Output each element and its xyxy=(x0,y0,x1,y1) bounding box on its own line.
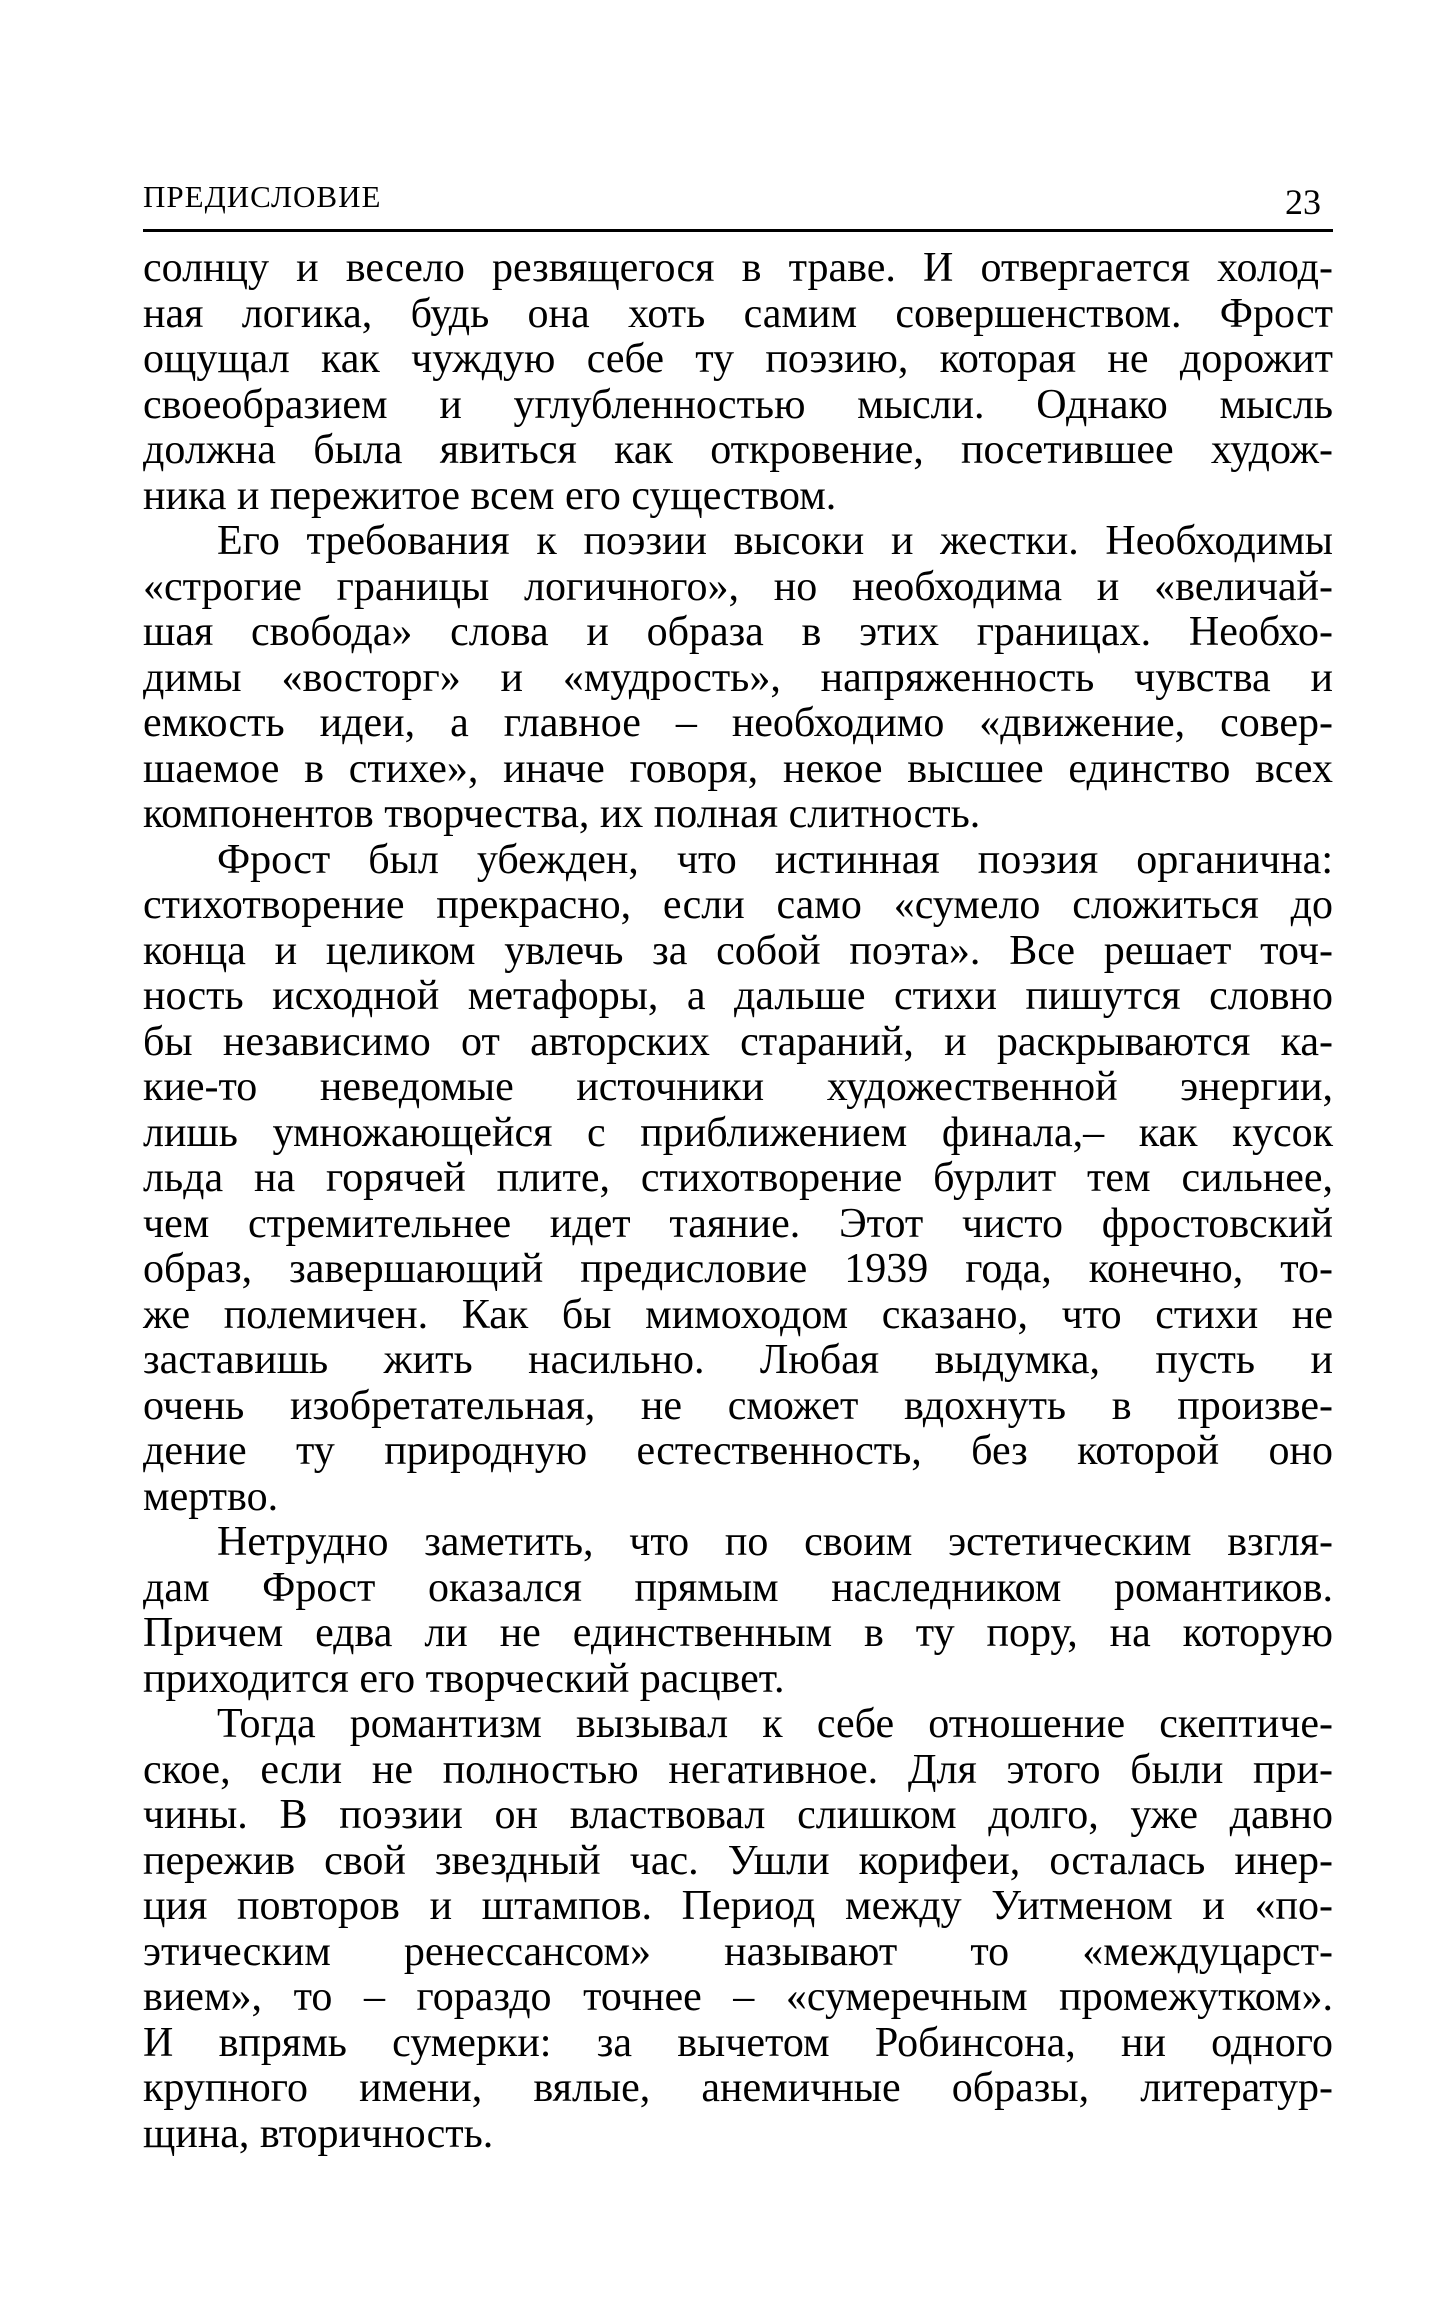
text-line: ция повторов и штампов. Период между Уитменом и «по- xyxy=(143,1883,1333,1929)
paragraph xyxy=(143,1520,1333,1702)
text-line: шаемое в стихе», иначе говоря, некое высшее единство всех xyxy=(143,745,1333,792)
text-line: крупного имени, вялые, анемичные образы, литератур- xyxy=(143,2065,1333,2111)
text-line: мертво. xyxy=(143,1473,279,1520)
text-line: И впрямь сумерки: за вычетом Робинсона, ни одного xyxy=(143,2019,1333,2066)
text-line: чем стремительнее идет таяние. Этот чисто фростовский xyxy=(143,1200,1333,1247)
text-line: своеобразием и углубленностью мысли. Однако мысль xyxy=(143,381,1333,428)
text-line: пережив свой звездный час. Ушли корифеи, осталась инер- xyxy=(143,1837,1333,1884)
text-line: кие-то неведомые источники художественной энергии, xyxy=(143,1064,1333,1110)
body-text xyxy=(143,246,1333,2157)
text-line: бы независимо от авторских стараний, и раскрываются ка- xyxy=(143,1018,1333,1065)
text-line: дение ту природную естественность, без которой оно xyxy=(143,1428,1333,1474)
running-title: ПРЕДИСЛОВИЕ xyxy=(143,179,382,214)
text-line: заставишь жить насильно. Любая выдумка, пусть и xyxy=(143,1337,1333,1383)
text-line: конца и целиком увлечь за собой поэта». Все решает точ- xyxy=(143,927,1333,974)
text-line: дам Фрост оказался прямым наследником романтиков. xyxy=(143,1564,1333,1611)
text-line: Причем едва ли не единственным в ту пору, на которую xyxy=(143,1610,1333,1656)
page-number: 23 xyxy=(1285,182,1321,222)
text-line: же полемичен. Как бы мимоходом сказано, что стихи не xyxy=(143,1291,1333,1338)
text-line: «строгие границы логичного», но необходима и «величай- xyxy=(143,563,1333,610)
running-header xyxy=(143,175,1333,232)
text-line: ная логика, будь она хоть самим совершенством. Фрост xyxy=(143,290,1333,337)
text-line: ность исходной метафоры, а дальше стихи пишутся словно xyxy=(143,973,1333,1019)
text-line: приходится его творческий расцвет. xyxy=(143,1655,785,1702)
text-line: чины. В поэзии он властвовал слишком долго, уже давно xyxy=(143,1792,1333,1838)
text-line: вием», то – гораздо точнее – «сумеречным промежутком». xyxy=(143,1974,1333,2020)
text-line: Тогда романтизм вызывал к себе отношение скептиче- xyxy=(217,1701,1333,1747)
text-line: ское, если не полностью негативное. Для этого были при- xyxy=(143,1746,1333,1793)
text-line: стихотворение прекрасно, если само «сумело сложиться до xyxy=(143,882,1333,928)
text-line: солнцу и весело резвящегося в траве. И отвергается холод- xyxy=(143,245,1333,291)
text-line: шая свобода» слова и образа в этих границах. Необхо- xyxy=(143,609,1333,655)
text-line: ника и пережитое всем его существом. xyxy=(143,472,837,519)
paragraph xyxy=(143,838,1333,1521)
text-line: лишь умножающейся с приближением финала,– как кусок xyxy=(143,1109,1333,1156)
text-line: Его требования к поэзии высоки и жестки. Необходимы xyxy=(217,518,1333,564)
text-line: должна была явиться как откровение, посетившее худож- xyxy=(143,427,1333,473)
text-line: Фрост был убежден, что истинная поэзия органична: xyxy=(217,836,1333,883)
text-line: этическим ренессансом» называют то «междуцарст- xyxy=(143,1928,1333,1975)
text-line: щина, вторичность. xyxy=(143,2110,494,2157)
text-line: льда на горячей плите, стихотворение бурлит тем сильнее, xyxy=(143,1155,1333,1201)
text-line: очень изобретательная, не сможет вдохнуть в произве- xyxy=(143,1382,1333,1429)
text-line: Нетрудно заметить, что по своим эстетическим взгля- xyxy=(217,1519,1333,1565)
paragraph xyxy=(143,1702,1333,2157)
text-line: ощущал как чуждую себе ту поэзию, которая не дорожит xyxy=(143,336,1333,382)
paragraph xyxy=(143,246,1333,519)
text-line: компонентов творчества, их полная слитность. xyxy=(143,791,981,837)
text-line: димы «восторг» и «мудрость», напряженность чувства и xyxy=(143,654,1333,701)
paragraph xyxy=(143,519,1333,838)
book-page xyxy=(143,175,1333,2157)
text-line: образ, завершающий предисловие 1939 года, конечно, то- xyxy=(143,1246,1333,1292)
text-line: емкость идеи, а главное – необходимо «движение, совер- xyxy=(143,700,1333,746)
